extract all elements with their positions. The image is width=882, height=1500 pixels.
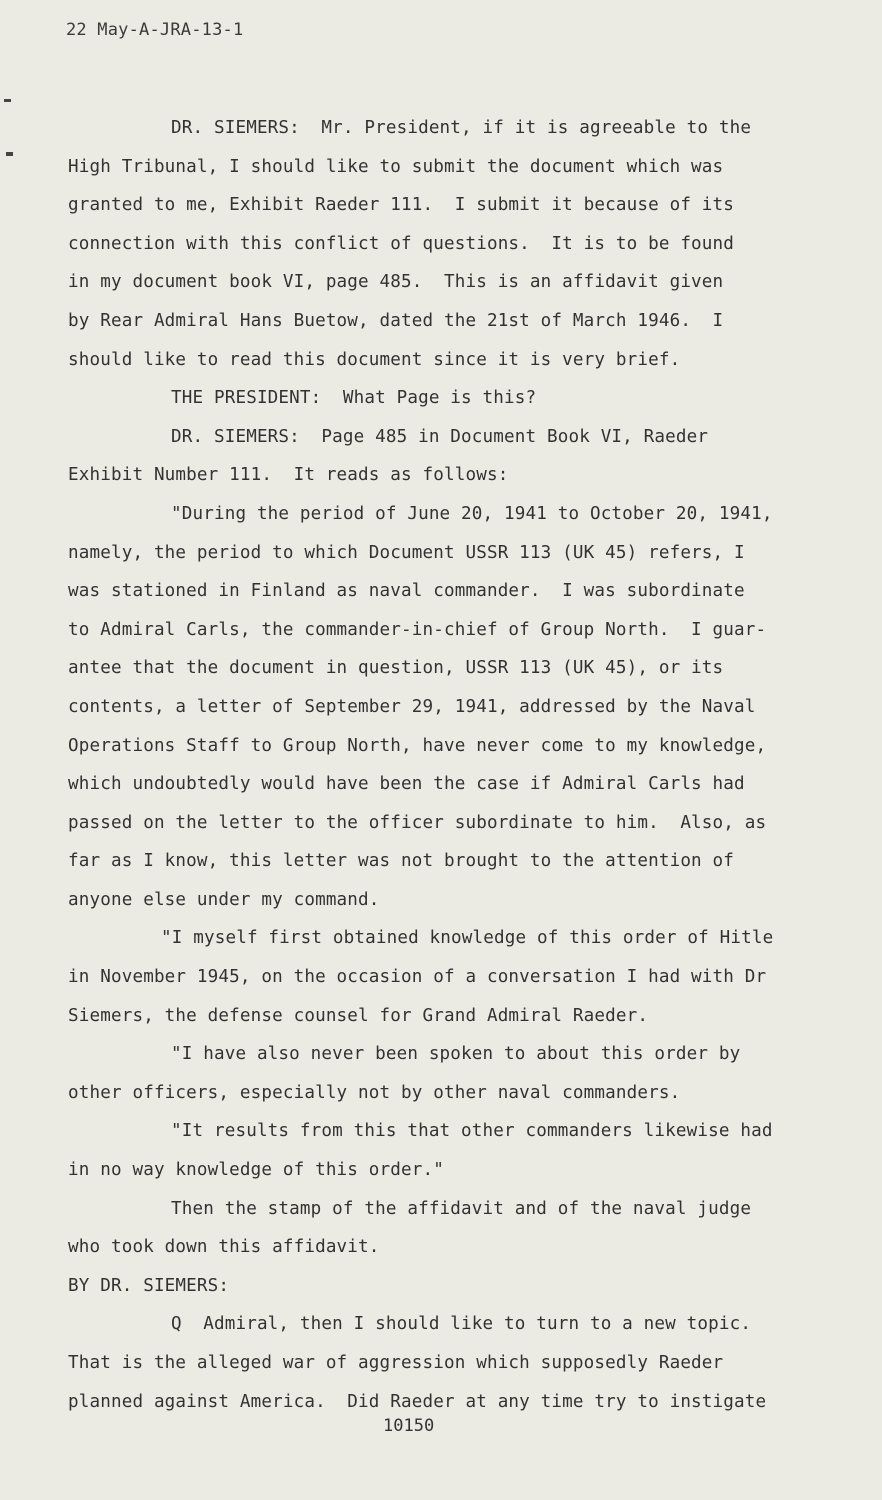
text-line: "I myself first obtained knowledge of this order of Hitle	[161, 928, 774, 949]
document-reference: 22 May-A-JRA-13-1	[66, 20, 244, 40]
text-line: Then the stamp of the affidavit and of the naval judge	[171, 1198, 752, 1219]
text-line: BY DR. SIEMERS:	[68, 1275, 230, 1296]
text-line: Operations Staff to Group North, have never come to my knowledge,	[68, 735, 767, 756]
text-line: in no way knowledge of this order."	[68, 1160, 444, 1181]
text-line: contents, a letter of September 29, 1941, addressed by the Naval	[68, 696, 756, 717]
text-line: far as I know, this letter was not brought to the attention of	[68, 851, 735, 872]
text-line: antee that the document in question, USSR 113 (UK 45), or its	[68, 658, 724, 679]
page-number: 10150	[383, 1416, 435, 1436]
text-line: DR. SIEMERS: Page 485 in Document Book VI, Raeder	[171, 426, 709, 447]
text-line: "During the period of June 20, 1941 to October 20, 1941,	[171, 503, 773, 524]
text-line: That is the alleged war of aggression which supposedly Raeder	[68, 1353, 724, 1373]
text-line: other officers, especially not by other naval commanders.	[68, 1082, 681, 1103]
text-line: in my document book VI, page 485. This is an affidavit given	[68, 272, 724, 293]
text-line: THE PRESIDENT: What Page is this?	[171, 388, 537, 409]
text-line: was stationed in Finland as naval commander. I was subordinate	[68, 581, 745, 602]
text-line: in November 1945, on the occasion of a conversation I had with Dr	[68, 967, 767, 988]
text-line: by Rear Admiral Hans Buetow, dated the 21st of March 1946. I	[68, 310, 724, 331]
text-line: Siemers, the defense counsel for Grand Admiral Raeder.	[68, 1005, 649, 1026]
text-line: Q Admiral, then I should like to turn to a new topic.	[171, 1314, 752, 1335]
text-line: granted to me, Exhibit Raeder 111. I submit it because of its	[68, 195, 735, 216]
text-line: planned against America. Did Raeder at any time try to instigate	[68, 1391, 767, 1412]
text-line: which undoubtedly would have been the case if Admiral Carls had	[68, 774, 745, 795]
text-line: passed on the letter to the officer subordinate to him. Also, as	[68, 812, 767, 833]
text-line: anyone else under my command.	[68, 889, 380, 910]
text-line: connection with this conflict of questions. It is to be found	[68, 233, 735, 254]
text-line: DR. SIEMERS: Mr. President, if it is agreeable to the	[171, 118, 752, 138]
text-line: High Tribunal, I should like to submit the document which was	[68, 156, 724, 177]
margin-mark	[4, 99, 11, 102]
margin-mark	[6, 152, 13, 156]
text-line: namely, the period to which Document USSR 113 (UK 45) refers, I	[68, 542, 745, 563]
text-line: who took down this affidavit.	[68, 1237, 380, 1258]
text-line: should like to read this document since it is very brief.	[68, 349, 681, 370]
document-body	[68, 109, 828, 1421]
text-line: "I have also never been spoken to about this order by	[171, 1044, 741, 1065]
text-line: to Admiral Carls, the commander-in-chief of Group North. I guar-	[68, 619, 767, 640]
text-line: "It results from this that other commanders likewise had	[171, 1121, 773, 1142]
text-line: Exhibit Number 111. It reads as follows:	[68, 465, 509, 486]
